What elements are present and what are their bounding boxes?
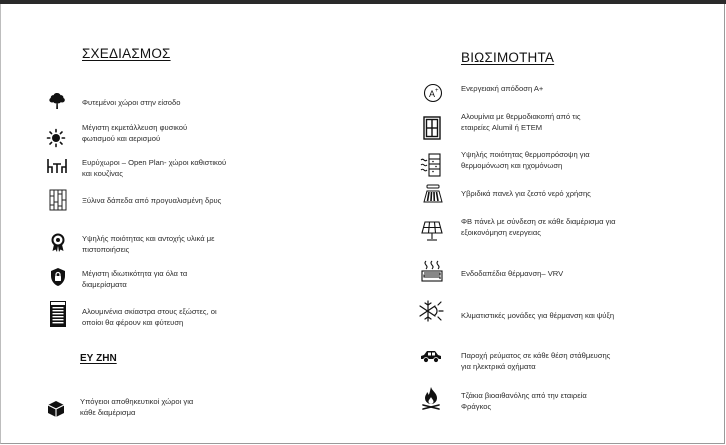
- feature-text: Ενδοδαπέδια θέρμανση– VRV: [461, 269, 564, 278]
- section-title-design: ΣΧΕΔΙΑΣΜΟΣ: [82, 46, 171, 61]
- award-ribbon-icon: [50, 233, 66, 253]
- energy-a-plus-icon: [423, 83, 443, 103]
- feature-text: Ξύλινα δάπεδα από προγυαλισμένη δρυς: [82, 196, 222, 205]
- privacy-shield-icon: [49, 267, 67, 287]
- feature-text: Ενεργειακή απόδοση Α+: [461, 84, 544, 93]
- feature-text: Υψηλής ποιότητας και αντοχής υλικά με πιστοποιήσεις: [82, 234, 215, 254]
- feature-text: Μέγιστη εκμετάλλευση φυσικού φωτισμού και αερισμού: [82, 123, 188, 143]
- feature-text: Κλιματιστικές μονάδες για θέρμανση και ψύξη: [461, 311, 615, 320]
- svg-text:A: A: [429, 89, 436, 99]
- page-frame: [0, 4, 725, 444]
- electric-car-icon: [419, 348, 443, 364]
- sun-icon: [46, 128, 66, 148]
- shutter-icon: [49, 300, 67, 328]
- section-title-well-being: ΕΥ ΖΗΝ: [80, 353, 117, 364]
- feature-text: Μέγιστη ιδιωτικότητα για όλα τα διαμερίσματα: [82, 269, 188, 289]
- fireplace-flame-icon: [421, 386, 441, 410]
- feature-text: Υβριδικά πανελ για ζεστό νερό χρήσης: [461, 189, 591, 198]
- feature-text: Παροχή ρεύματος σε κάθε θέση στάθμευσης για ηλεκτρικά οχήματα: [461, 351, 611, 371]
- underfloor-heating-icon: [421, 260, 443, 282]
- feature-text: Ευρύχωροι – Open Plan- χώροι καθιστικού και κουζίνας: [82, 158, 227, 178]
- solar-panel-icon: [421, 220, 443, 242]
- solar-water-heater-icon: [421, 184, 443, 204]
- feature-text: ΦΒ πάνελ με σύνδεση σε κάθε διαμέρισμα για εξοικονόμηση ενεργειας: [461, 217, 616, 237]
- svg-text:+: +: [435, 88, 439, 94]
- feature-text: Αλουμινένια σκίαστρα στους εξώστες, οι οποίοι θα φέρουν και φύτευση: [82, 307, 217, 327]
- window-frame-icon: [423, 116, 441, 140]
- feature-text: Φυτεμένοι χώροι στην είσοδο: [82, 98, 181, 107]
- wood-floor-icon: [49, 189, 67, 211]
- snowflake-sun-icon: [419, 298, 445, 324]
- storage-box-icon: [47, 400, 65, 418]
- feature-text: Τζάκια βιοαιθανόλης από την εταιρεία Φράγκος: [461, 391, 587, 411]
- feature-text: Υψηλής ποιότητας θερμοπρόσοψη για θερμομόνωση και ηχομόνωση: [461, 150, 590, 170]
- insulation-wall-icon: [420, 153, 442, 177]
- feature-text: Αλουμίνια με θερμοδιακοπή από τις εταιρείες Alumil ή ETEM: [461, 112, 581, 132]
- dining-table-icon: [46, 157, 68, 175]
- section-title-sustainability: ΒΙΩΣΙΜΟΤΗΤΑ: [461, 50, 555, 65]
- tree-icon: [47, 91, 67, 111]
- feature-text: Υπόγειοι αποθηκευτικοί χώροι για κάθε διαμέρισμα: [80, 397, 194, 417]
